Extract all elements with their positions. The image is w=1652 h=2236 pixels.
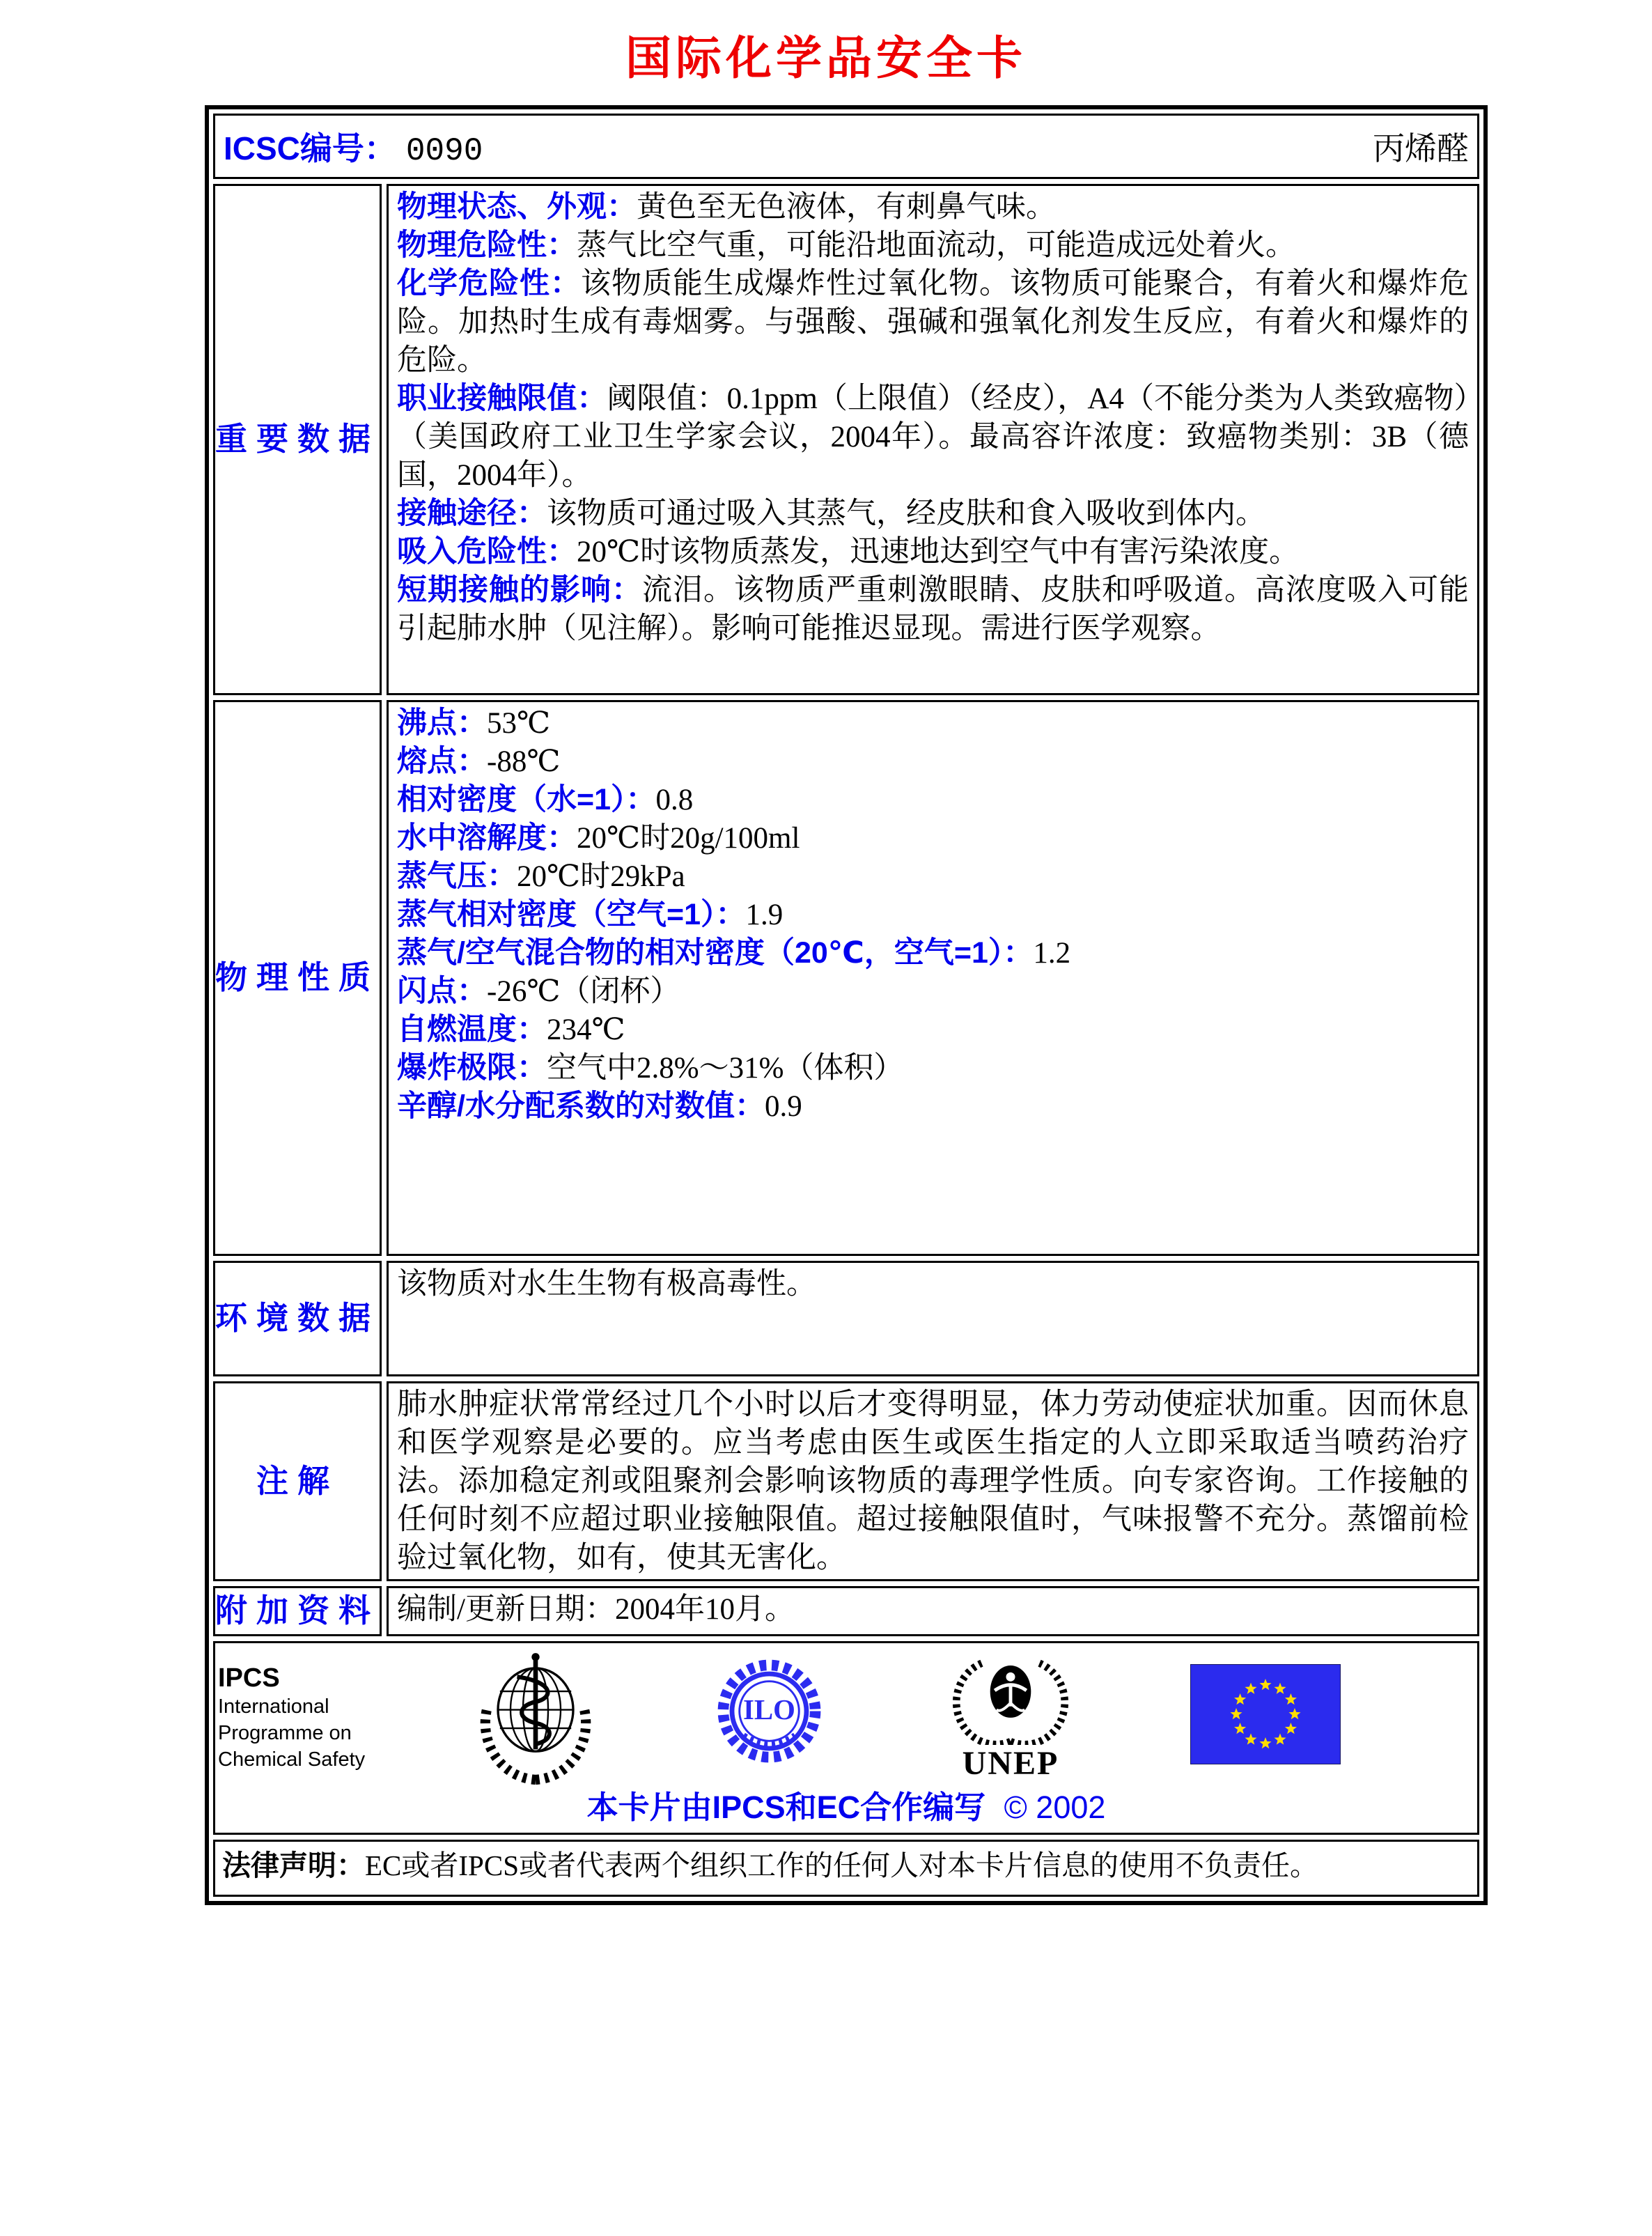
update-date-label: 编制/更新日期：	[397, 1593, 615, 1626]
prop-flash-point	[397, 972, 1469, 1011]
prop-label: 闪点：	[397, 975, 487, 1008]
prop-value: -26℃（闭杯）	[487, 975, 680, 1008]
field-text: 20℃时该物质蒸发，迅速地达到空气中有害污染浓度。	[577, 536, 1300, 568]
prop-value: 234℃	[547, 1014, 625, 1046]
unep-icon	[951, 1647, 1070, 1780]
legal-row	[213, 1840, 1479, 1897]
legal-cell	[213, 1840, 1479, 1897]
field-label: 物理状态、外观：	[397, 190, 637, 224]
section-label-environmental-data: 环境数据	[213, 1261, 382, 1376]
notes-text: 肺水肿症状常常经过几个小时以后才变得明显，体力劳动使症状加重。因而休息和医学观察是必要的。应当考虑由医生或医生指定的人立即采取适当喷药治疗法。添加稳定剂或阻聚剂会影响该物质的毒理学性质。向专家咨询。工作接触的任何时刻不应超过职业接触限值。超过接触限值时，气味报警不充分。蒸馏前检验过氧化物，如有，使其无害化。	[397, 1388, 1469, 1574]
prop-vapor-air-density	[397, 934, 1469, 972]
additional-info-content	[387, 1586, 1479, 1636]
physical-properties-content	[387, 700, 1479, 1256]
prop-melting-point	[397, 743, 1469, 781]
field-text: 黄色至无色液体，有刺鼻气味。	[637, 191, 1056, 224]
prop-label: 爆炸极限：	[397, 1051, 547, 1085]
prop-water-solubility	[397, 819, 1469, 857]
ilo-icon	[708, 1650, 830, 1776]
additional-info-row	[213, 1586, 1479, 1636]
prop-value: 0.9	[764, 1090, 802, 1123]
who-icon	[473, 1649, 598, 1788]
prop-explosive-limits	[397, 1049, 1469, 1087]
logos-cell	[213, 1641, 1479, 1835]
field-chemical-danger	[397, 265, 1469, 380]
ipcs-subtitle-line-2: Programme on	[218, 1722, 352, 1744]
field-physical-danger	[397, 226, 1469, 265]
field-label: 物理危险性：	[397, 228, 577, 262]
prop-value: 空气中2.8%～31%（体积）	[547, 1052, 904, 1085]
page-title: 国际化学品安全卡	[625, 31, 1027, 85]
section-label-notes: 注解	[213, 1381, 382, 1581]
ipcs-title: IPCS	[218, 1663, 280, 1693]
prop-value: 53℃	[487, 707, 551, 740]
credit-line	[215, 1782, 1477, 1827]
prop-label: 蒸气相对密度（空气=1）：	[397, 898, 746, 931]
prop-relative-density	[397, 781, 1469, 819]
environmental-text: 该物质对水生生物有极高毒性。	[397, 1268, 816, 1301]
section-label-important-data: 重要数据	[213, 184, 382, 695]
icsc-label: ICSC编号：	[224, 130, 396, 166]
field-inhalation-risk	[397, 533, 1469, 571]
prop-label: 水中溶解度：	[397, 821, 577, 855]
field-label: 吸入危险性：	[397, 535, 577, 568]
prop-value: 1.2	[1033, 937, 1071, 970]
prop-value: 0.8	[655, 784, 694, 816]
prop-value: 1.9	[745, 899, 784, 931]
physical-properties-row	[213, 700, 1479, 1256]
eu-flag-icon	[1190, 1664, 1341, 1768]
prop-value: 20℃时29kPa	[517, 860, 685, 893]
prop-value: 20℃时20g/100ml	[577, 822, 800, 855]
prop-boiling-point	[397, 704, 1469, 743]
section-label-physical-properties: 物理性质	[213, 700, 382, 1256]
prop-octanol-water	[397, 1087, 1469, 1126]
ipcs-subtitle-line-1: International	[218, 1695, 329, 1718]
field-text: 该物质能生成爆炸性过氧化物。该物质可能聚合，有着火和爆炸危险。加热时生成有毒烟雾。与强酸、强碱和强氧化剂发生反应，有着火和爆炸的危险。	[397, 267, 1469, 377]
field-label: 短期接触的影响：	[397, 573, 642, 607]
credit-text: 本卡片由IPCS和EC合作编写	[586, 1789, 986, 1825]
icsc-number: 0090	[405, 133, 483, 169]
icsc-left-group	[224, 123, 483, 169]
field-text: 流泪。该物质严重刺激眼睛、皮肤和呼吸道。高浓度吸入可能引起肺水肿（见注解）。影响可能推迟显现。需进行医学观察。	[397, 574, 1469, 645]
ipcs-subtitle-line-3: Chemical Safety	[218, 1748, 366, 1771]
unep-label: UNEP	[962, 1745, 1059, 1782]
prop-vapor-density	[397, 896, 1469, 934]
important-data-row	[213, 184, 1479, 695]
legal-text: EC或者IPCS或者代表两个组织工作的任何人对本卡片信息的使用不负责任。	[365, 1849, 1318, 1881]
prop-vapor-pressure	[397, 857, 1469, 896]
update-date-value: 2004年10月。	[614, 1593, 795, 1626]
legal-label: 法律声明：	[222, 1849, 365, 1881]
field-text: 蒸气比空气重，可能沿地面流动，可能造成远处着火。	[577, 229, 1295, 262]
field-occupational-limits	[397, 380, 1469, 495]
prop-label: 辛醇/水分配系数的对数值：	[397, 1089, 765, 1123]
field-short-term-effects	[397, 571, 1469, 648]
field-text: 阈限值：0.1ppm（上限值）（经皮），A4（不能分类为人类致癌物）（美国政府工业卫生学家会议，2004年）。最高容许浓度：致癌物类别：3B（德国，2004年）。	[397, 382, 1470, 492]
field-label: 化学危险性：	[397, 267, 581, 300]
icsc-number-cell	[213, 114, 1479, 179]
prop-label: 熔点：	[397, 745, 487, 778]
chemical-name: 丙烯醛	[1373, 131, 1469, 166]
environmental-data-content	[387, 1261, 1479, 1376]
notes-content	[387, 1381, 1479, 1581]
important-data-content	[387, 184, 1479, 695]
update-date-line	[397, 1590, 1469, 1629]
prop-label: 沸点：	[397, 706, 487, 740]
field-label: 接触途径：	[397, 497, 547, 530]
prop-label: 自燃温度：	[397, 1013, 547, 1046]
safety-card-table	[205, 105, 1488, 1905]
section-label-additional-info: 附加资料	[213, 1586, 382, 1636]
prop-label: 蒸气压：	[397, 860, 517, 893]
logos-row	[213, 1641, 1479, 1835]
ipcs-text-block	[218, 1663, 365, 1773]
prop-autoignition	[397, 1011, 1469, 1049]
field-text: 该物质可通过吸入其蒸气，经皮肤和食入吸收到体内。	[547, 497, 1265, 530]
notes-row	[213, 1381, 1479, 1581]
copyright-text: © 2002	[1004, 1789, 1106, 1825]
environmental-data-row	[213, 1261, 1479, 1376]
icsc-number-row	[213, 114, 1479, 179]
ilo-letters: ILO	[743, 1694, 795, 1726]
field-exposure-routes	[397, 495, 1469, 533]
prop-value: -88℃	[487, 745, 561, 778]
field-physical-state	[397, 188, 1469, 226]
prop-label: 相对密度（水=1）：	[397, 783, 656, 816]
prop-label: 蒸气/空气混合物的相对密度（20℃，空气=1）：	[397, 936, 1034, 970]
field-label: 职业接触限值：	[397, 382, 607, 415]
